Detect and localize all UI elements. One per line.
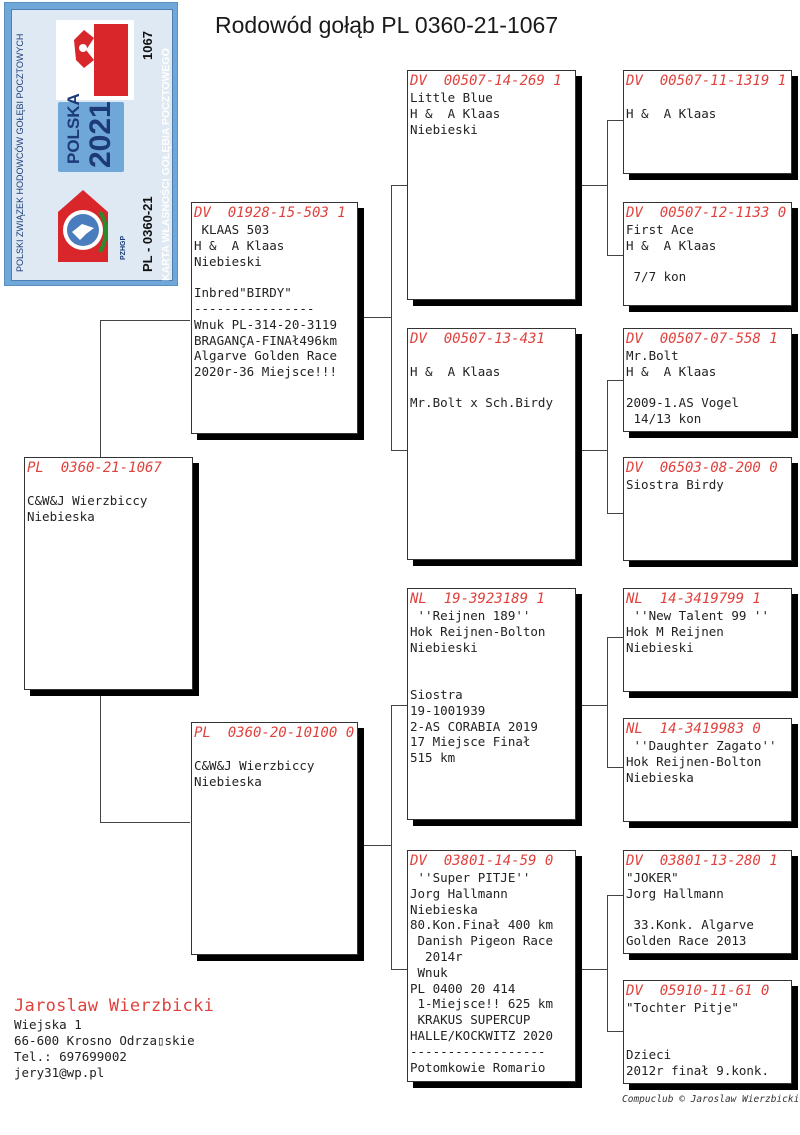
pigeon-info-line: Siostra Birdy <box>626 477 724 492</box>
flag-eagle-icon <box>56 20 134 100</box>
card-inner <box>11 9 173 281</box>
connector <box>391 185 392 451</box>
pigeon-info-line <box>626 902 791 918</box>
connector <box>607 380 608 514</box>
pigeon-info-line: 2012r finał 9.konk. <box>626 1063 769 1079</box>
breeder-name: Jaroslaw Wierzbicki <box>14 996 215 1016</box>
ff-box <box>407 70 576 300</box>
pigeon-info-line: Mr.Bolt <box>626 348 679 363</box>
pigeon-info-line: Potomkowie Romario <box>410 1059 546 1075</box>
connector <box>607 767 623 768</box>
pigeon-info-line <box>626 1032 791 1048</box>
pigeon-info-line: Niebieska <box>27 508 95 524</box>
connector <box>391 450 407 451</box>
ring-number: NL 14-3419983 0 <box>626 721 761 737</box>
pigeon-info-line: 33.Konk. Algarve <box>626 917 754 933</box>
ring-number: PL 0360-21-1067 <box>27 460 162 476</box>
pigeon-info-line: Danish Pigeon Race <box>410 933 553 949</box>
pigeon-info-line: 1-Miejsce!! 625 km <box>410 996 553 1012</box>
mfm-box <box>623 718 792 822</box>
mf-box <box>407 588 576 820</box>
pigeon-info-line: Inbred"BIRDY" <box>194 285 292 301</box>
pigeon-info-line: Golden Race 2013 <box>626 933 747 949</box>
pigeon-info-line: "Tochter Pitje" <box>626 1000 739 1015</box>
pigeon-info-line: Mr.Bolt x Sch.Birdy <box>410 395 553 411</box>
connector <box>576 705 608 706</box>
pigeon-info-line: Niebieska <box>410 901 478 917</box>
pigeon-info-line: ''Daughter Zagato'' <box>626 738 777 753</box>
pigeon-info-line <box>410 655 575 671</box>
connector <box>391 705 407 706</box>
fmm-box <box>623 457 792 561</box>
breeder-email: jery31@wp.pl <box>14 1065 105 1080</box>
pigeon-info-line <box>626 380 791 396</box>
pigeon-info-line: 7/7 kon <box>626 269 687 285</box>
connector <box>607 895 623 896</box>
ring-number: DV 00507-12-1133 0 <box>626 205 787 221</box>
pigeon-info-line: 14/13 kon <box>626 411 702 427</box>
pigeon-info-line: BRAGANÇA-FINAł496km <box>194 332 337 348</box>
ring-number: NL 19-3923189 1 <box>410 591 545 607</box>
pigeon-info-line: Wnuk <box>410 964 448 980</box>
pigeon-info-line <box>194 742 357 758</box>
connector <box>607 513 623 514</box>
mm-box <box>407 850 576 1082</box>
pigeon-info-line: C&W&J Wierzbiccy <box>194 757 315 773</box>
pigeon-info-line: Niebieska <box>626 769 694 785</box>
pigeon-info-line: KLAAS 503 <box>194 222 270 237</box>
ring-number: DV 00507-11-1319 1 <box>626 73 787 89</box>
pigeon-info-line: KRAKUS SUPERCUP <box>410 1012 531 1028</box>
footer-credit: Compuclub © Jaroslaw Wierzbicki <box>622 1094 800 1105</box>
ring-number: DV 05910-11-61 0 <box>626 983 770 999</box>
pigeon-info-line <box>410 671 575 687</box>
mmf-box <box>623 850 792 954</box>
ring-number: DV 03801-13-280 1 <box>626 853 778 869</box>
pigeon-info-line: Hok Reijnen-Bolton <box>626 753 762 769</box>
card-union: POLSKI ZWIĄZEK HODOWCÓW GOŁĘBI POCZTOWYCH <box>15 33 25 272</box>
card-year: 2021 <box>84 101 117 168</box>
breeder-street: Wiejska 1 <box>14 1017 82 1032</box>
pigeon-info-line: Niebieski <box>626 639 694 655</box>
connector <box>100 822 190 823</box>
connector <box>607 380 623 381</box>
card-title: KARTA WŁASNOŚCI GOŁĘBIA POCZTOWEGO <box>160 48 172 281</box>
pigeon-info-line: 2-AS CORABIA 2019 <box>410 718 538 734</box>
connector <box>607 1031 623 1032</box>
pigeon-info-line <box>626 90 791 106</box>
pigeon-info-line: PL 0400 20 414 <box>410 980 516 996</box>
ownership-card <box>4 2 178 286</box>
fm-box <box>407 328 576 560</box>
connector <box>391 185 407 186</box>
connector <box>391 705 392 970</box>
polska-badge <box>58 93 124 172</box>
connector <box>607 255 623 256</box>
page-title: Rodowód gołąb PL 0360-21-1067 <box>215 12 559 38</box>
pigeon-info-line: Niebieska <box>194 773 262 789</box>
fmf-box <box>623 328 792 432</box>
connector <box>607 895 608 1032</box>
pigeon-info-line <box>410 380 575 396</box>
connector <box>576 450 608 451</box>
pigeon-info-line: ------------------ <box>410 1043 546 1059</box>
pigeon-box <box>24 457 193 690</box>
pigeon-info-line: Jorg Hallmann <box>626 885 724 901</box>
pigeon-info-line: Wnuk PL-314-20-3119 <box>194 316 337 332</box>
pigeon-info-line: Niebieski <box>410 639 478 655</box>
pigeon-info-line: 17 Miejsce Finał <box>410 734 531 750</box>
pigeon-info-line: H & A Klaas <box>410 363 501 379</box>
pigeon-info-line: Hok Reijnen-Bolton <box>410 623 546 639</box>
card-number: 1067 <box>140 31 155 60</box>
pigeon-info-line: First Ace <box>626 222 694 237</box>
pigeon-info-line <box>27 477 192 493</box>
ring-number: DV 00507-13-431 <box>410 331 545 347</box>
ring-number: NL 14-3419799 1 <box>626 591 761 607</box>
connector <box>607 120 623 121</box>
pigeon-info-line: H & A Klaas <box>194 237 285 253</box>
ring-number: DV 01928-15-503 1 <box>194 205 346 221</box>
pigeon-info-line <box>194 269 357 285</box>
pigeon-info-line: Siostra <box>410 686 463 702</box>
pigeon-info-line: ''Reijnen 189'' <box>410 608 531 623</box>
connector <box>607 120 608 256</box>
connector <box>576 969 608 970</box>
pigeon-info-line: Little Blue <box>410 90 493 105</box>
pigeon-info-line: 515 km <box>410 750 456 766</box>
mother-box <box>191 722 358 955</box>
pigeon-info-line: Niebieski <box>410 121 478 137</box>
breeder-city: 66-600 Krosno Odrza▯skie <box>14 1033 195 1048</box>
ring-number: DV 06503-08-200 0 <box>626 460 778 476</box>
pigeon-info-line: Dzieci <box>626 1047 672 1063</box>
pigeon-info-line <box>626 254 791 270</box>
ffm-box <box>623 202 792 306</box>
card-country: POLSKA <box>64 93 83 164</box>
ring-number: DV 00507-07-558 1 <box>626 331 778 347</box>
connector <box>607 637 623 638</box>
fff-box <box>623 70 792 174</box>
pigeon-info-line: ''Super PITJE'' <box>410 870 531 885</box>
pigeon-info-line <box>626 1016 791 1032</box>
pigeon-info-line: H & A Klaas <box>626 237 717 253</box>
connector <box>100 690 101 823</box>
card-code: PL - 0360-21 <box>140 196 155 272</box>
ring-number: DV 03801-14-59 0 <box>410 853 554 869</box>
pigeon-info-line: ---------------- <box>194 300 315 316</box>
ring-number: DV 00507-14-269 1 <box>410 73 562 89</box>
pigeon-info-line: 2009-1.AS Vogel <box>626 395 739 411</box>
pigeon-info-line: Algarve Golden Race <box>194 348 337 364</box>
pigeon-info-line: 80.Kon.Finał 400 km <box>410 917 553 933</box>
pigeon-info-line: H & A Klaas <box>626 363 717 379</box>
connector <box>100 320 190 321</box>
connector <box>358 845 392 846</box>
connector <box>391 969 407 970</box>
pigeon-info-line: Jorg Hallmann <box>410 885 508 901</box>
mmm-box <box>623 980 792 1084</box>
ring-number: PL 0360-20-10100 0 <box>194 725 355 741</box>
breeder-phone: Tel.: 697699002 <box>14 1049 127 1064</box>
connector <box>607 637 608 768</box>
pigeon-info-line: Niebieski <box>194 253 262 269</box>
pigeon-info-line: Hok M Reijnen <box>626 623 724 639</box>
connector <box>576 185 608 186</box>
pigeon-info-line: H & A Klaas <box>410 105 501 121</box>
breeder-info <box>14 998 214 1081</box>
pigeon-info-line: 19-1001939 <box>410 702 486 718</box>
pigeon-info-line <box>410 348 575 364</box>
connector <box>358 317 392 318</box>
pigeon-info-line: C&W&J Wierzbiccy <box>27 492 148 508</box>
pigeon-info-line: ''New Talent 99 '' <box>626 608 769 623</box>
pigeon-info-line: H & A Klaas <box>626 105 717 121</box>
pigeon-info-line: HALLE/KOCKWITZ 2020 <box>410 1027 553 1043</box>
pigeon-info-line: "JOKER" <box>626 870 679 885</box>
card-logo-text: PZHGP <box>120 235 127 260</box>
pigeon-info-line: 2014r <box>410 948 463 964</box>
pigeon-info-line: 2020r-36 Miejsce!!! <box>194 364 337 380</box>
mff-box <box>623 588 792 692</box>
father-box <box>191 202 358 434</box>
pzhgp-logo-icon <box>52 182 114 272</box>
connector <box>100 320 101 457</box>
